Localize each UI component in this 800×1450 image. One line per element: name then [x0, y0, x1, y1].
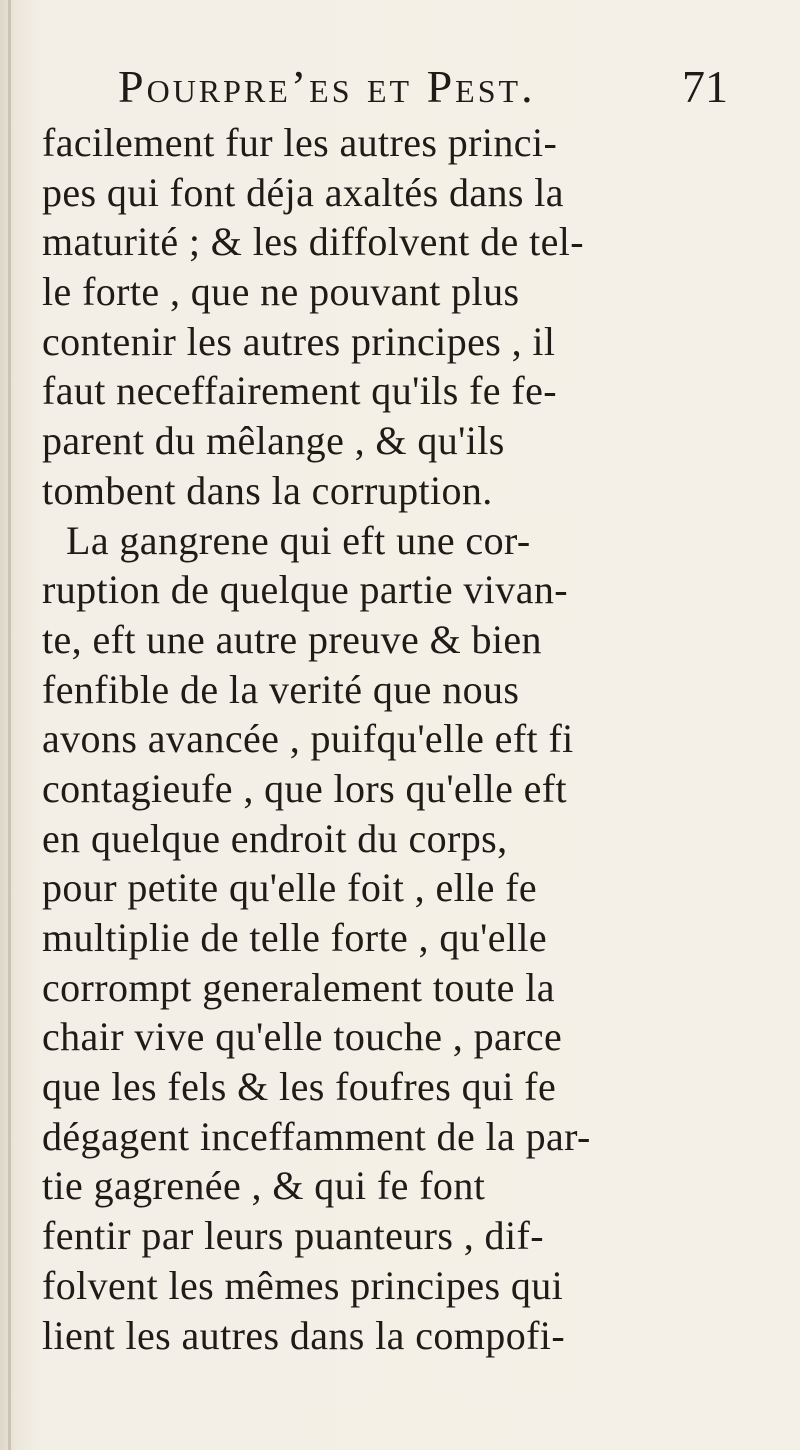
text-line: ruption de quelque partie vivan- [42, 567, 568, 613]
text-line: fenfible de la verité que nous [42, 666, 520, 712]
text-line: pour petite qu'elle foit , elle fe [42, 865, 538, 911]
text-line: tombent dans la corruption. [42, 467, 493, 513]
running-header [118, 60, 738, 116]
text-line: dégagent inceffamment de la par- [42, 1113, 591, 1159]
text-line: parent du mêlange , & qu'ils [42, 418, 505, 464]
text-line: pes qui font déja axaltés dans la [42, 169, 564, 215]
text-line: facilement fur les autres princi- [42, 120, 558, 165]
text-line: faut neceffairement qu'ils fe fe- [42, 368, 557, 414]
text-line: contenir les autres principes , il [42, 318, 556, 364]
text-line: fentir par leurs puanteurs , dif- [42, 1213, 544, 1259]
running-title: Pourpre’es et Pest. [118, 61, 536, 112]
text-line: avons avancée , puifqu'elle eft fi [42, 716, 574, 762]
text-line: maturité ; & les diffolvent de tel- [42, 219, 585, 265]
text-line: te, eft une autre preuve & bien [42, 616, 542, 662]
text-line: lient les autres dans la compofi- [42, 1312, 566, 1358]
text-line: corrompt generalement toute la [42, 964, 555, 1010]
text-line: multiplie de telle forte , qu'elle [42, 915, 548, 960]
text-line: tie gagrenée , & qui fe font [42, 1163, 486, 1209]
text-line: chair vive qu'elle touche , parce [42, 1014, 563, 1060]
page-number: 71 [682, 61, 728, 112]
text-line: contagieufe , que lors qu'elle eft [42, 765, 568, 811]
text-line: folvent les mêmes principes qui [42, 1262, 564, 1308]
body-text [42, 118, 782, 1360]
page-gutter [8, 0, 11, 1450]
text-line: que les fels & les foufres qui fe [42, 1064, 557, 1110]
text-line: en quelque endroit du corps, [42, 815, 508, 861]
paragraph-start-line: La gangrene qui eft une cor- [66, 517, 531, 563]
text-line: le forte , que ne pouvant plus [42, 269, 520, 315]
